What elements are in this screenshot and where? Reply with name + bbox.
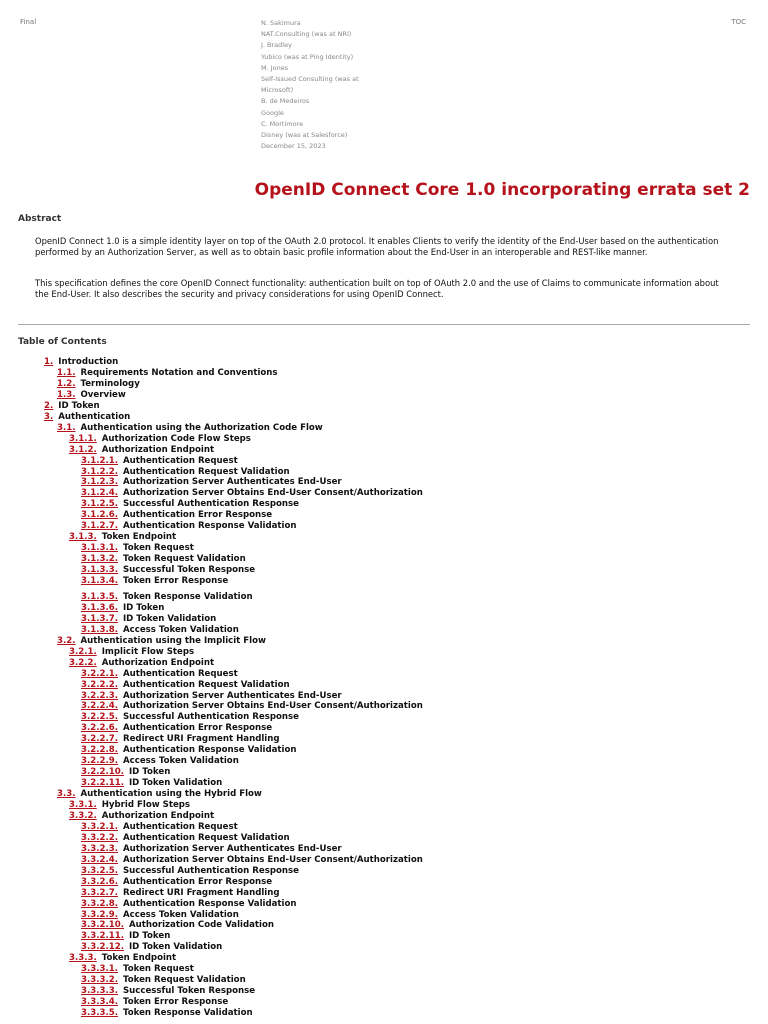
toc-item [69,658,214,669]
toc-link[interactable]: TOC [731,18,746,26]
toc-label: Authentication Request [122,668,238,679]
toc-link[interactable]: 3.2.2.8. [81,745,118,756]
toc-item [81,554,246,565]
toc-label: Token Request [122,964,194,975]
toc-label: Successful Authentication Response [122,712,299,723]
author-line: N. Sakimura [261,19,301,27]
toc-link[interactable]: 3.1.3.4. [81,576,118,586]
toc-item [81,888,280,899]
toc-label: ID Token Validation [128,942,223,953]
toc-label: Token Endpoint [101,953,177,964]
toc-link[interactable]: 3.3.2.10. [81,920,124,931]
toc-item [81,456,238,467]
author-line: B. de Medeiros [261,97,310,106]
toc-item [81,499,299,510]
toc-link[interactable]: 3.1.2.3. [81,477,118,488]
toc-label: Authorization Endpoint [101,810,215,821]
toc-link[interactable]: 3.1.2.5. [81,499,118,510]
toc-link[interactable]: 1.1. [57,367,76,378]
abstract-heading: Abstract [18,214,62,224]
toc-link[interactable]: 3.3.3.3. [81,986,118,997]
toc-label: Authentication using the Implicit Flow [80,635,266,646]
author-line: Microsoft) [261,86,294,95]
toc-link[interactable]: 3.1.2. [69,444,97,455]
toc-link[interactable]: 3.3.2.4. [81,854,118,865]
toc-label: Successful Token Response [122,986,256,997]
toc-item [81,975,246,986]
toc-link[interactable]: 3.1.3. [69,532,97,543]
toc-item [81,510,272,521]
toc-label: ID Token [128,931,171,942]
toc-label: Authorization Endpoint [101,444,215,455]
toc-link[interactable]: 3.3.2.2. [81,832,118,843]
toc-item [81,942,222,953]
toc-label: Introduction [58,357,119,367]
toc-item [57,423,323,434]
toc-link[interactable]: 3.3.2.11. [81,931,124,942]
toc-link[interactable]: 1.3. [57,389,76,400]
toc-label: ID Token Validation [128,778,223,789]
toc-label: Token Response Validation [122,591,253,602]
toc-item [81,669,238,680]
toc-label: Authentication Response Validation [122,898,297,909]
divider [18,324,750,325]
toc-label: Token Request Validation [122,554,246,565]
toc-item [81,592,253,603]
toc-item [69,532,176,543]
toc-item [81,920,274,931]
toc-link[interactable]: 3.3.3.1. [81,964,118,975]
toc-item [69,953,176,964]
toc-link[interactable]: 3.1.3.5. [81,591,118,602]
abstract-paragraph: This specification defines the core OpenID Connect functionality: authentication built on top of OAuth 2.0 and the use of Claims to communicate information about the End-User. It also describes the security and privacy considerations for using OpenID Connect. [35,278,719,299]
toc-item [57,636,266,647]
toc-link[interactable]: 3.3.2.6. [81,876,118,887]
toc-item [81,931,170,942]
toc-link[interactable]: 3.2.2. [69,657,97,668]
toc-item [69,434,251,445]
toc-label: Redirect URI Fragment Handling [122,734,280,745]
toc-label: Authorization Code Validation [128,920,275,931]
toc-label: ID Token Validation [122,613,217,624]
toc-item [81,986,255,997]
toc-label: Authorization Server Obtains End-User Consent/Authorization [122,488,423,499]
toc-item [57,368,278,379]
toc-link[interactable]: 3.3.2.1. [81,821,118,832]
toc-link[interactable]: 3.2.2.4. [81,701,118,712]
toc-link[interactable]: 3.1. [57,422,76,433]
toc-link[interactable]: 3.2.2.2. [81,679,118,690]
toc-link[interactable]: 3.1.2.4. [81,488,118,499]
toc-item [57,379,140,390]
toc-item [57,390,126,401]
toc-label: Authentication Request Validation [122,832,290,843]
toc-link[interactable]: 3.3. [57,789,76,800]
toc-link[interactable]: 3.1.3.6. [81,602,118,613]
toc-link[interactable]: 3.3.2.3. [81,843,118,854]
toc-item [81,691,342,702]
toc-link[interactable]: 3.2.2.6. [81,723,118,734]
toc-label: Authorization Server Authenticates End-User [122,690,342,701]
toc-link[interactable]: 3.3.3.4. [81,997,118,1008]
toc-link[interactable]: 3.1.3.8. [81,624,118,635]
toc-heading: Table of Contents [18,337,107,347]
toc-link[interactable]: 3.2.2.7. [81,734,118,745]
toc-label: Access Token Validation [122,624,239,635]
toc-label: Authorization Server Authenticates End-User [122,843,342,854]
toc-label: Successful Authentication Response [122,865,299,876]
toc-link[interactable]: 2. [44,400,54,411]
toc-label: Token Error Response [122,997,229,1008]
toc-link[interactable]: 3.1.2.1. [81,455,118,466]
toc-link[interactable]: 3. [44,411,54,422]
toc-link[interactable]: 3.2.1. [69,646,97,657]
toc-label: Authentication Response Validation [122,521,297,532]
toc-label: Authentication Request Validation [122,466,290,477]
toc-link[interactable]: 3.2. [57,635,76,646]
toc-label: Requirements Notation and Conventions [80,367,278,378]
toc-link[interactable]: 3.3.2.7. [81,887,118,898]
author-line: J. Bradley [261,41,292,50]
toc-label: Hybrid Flow Steps [101,800,191,810]
toc-link[interactable]: 3.1.2.6. [81,510,118,521]
toc-label: Successful Token Response [122,565,256,576]
toc-item [81,756,239,767]
toc-label: Token Error Response [122,576,229,586]
toc-link[interactable]: 3.3.2.5. [81,865,118,876]
author-line: Disney (was at Salesforce) [261,131,348,140]
toc-label: Authorization Server Obtains End-User Consent/Authorization [122,701,423,712]
toc-label: Terminology [80,378,140,389]
toc-link[interactable]: 3.1.2.7. [81,521,118,532]
toc-link[interactable]: 1.2. [57,378,76,389]
toc-link[interactable]: 3.2.2.5. [81,712,118,723]
toc-item [81,855,423,866]
toc-link[interactable]: 3.2.2.1. [81,668,118,679]
toc-link[interactable]: 3.1.3.1. [81,543,118,554]
toc-item [69,800,190,811]
toc-link[interactable]: 3.2.2.10. [81,767,124,778]
toc-item [81,565,255,576]
toc-label: Redirect URI Fragment Handling [122,887,280,898]
toc-label: ID Token [122,602,165,613]
toc-label: Authentication [58,411,131,422]
toc-link[interactable]: 3.3.3. [69,953,97,964]
toc-link[interactable]: 3.2.2.3. [81,690,118,701]
toc-link[interactable]: 3.3.2. [69,810,97,821]
toc-label: Token Response Validation [122,1008,253,1019]
toc-item [69,811,214,822]
toc-label: Authentication Response Validation [122,745,297,756]
toc-link[interactable]: 3.3.3.5. [81,1008,118,1019]
toc-item [81,614,216,625]
toc-link[interactable]: 3.1.3.7. [81,613,118,624]
toc-item [69,647,194,658]
author-line: M. Jones [261,63,289,72]
toc-link[interactable]: 1. [44,357,54,367]
toc-item [81,1008,253,1019]
toc-link[interactable]: 3.2.2.11. [81,778,124,789]
toc-item [81,899,297,910]
toc-label: Token Endpoint [101,532,177,543]
toc-item [81,488,423,499]
toc-item [81,778,222,789]
toc-link[interactable]: 3.3.1. [69,800,97,810]
toc-item [81,964,194,975]
toc-label: Authentication using the Authorization Code Flow [80,422,323,433]
toc-item [81,603,164,614]
author-line: Google [261,108,284,117]
toc-label: ID Token [128,767,171,778]
toc-item [81,844,342,855]
toc-link[interactable]: 3.3.2.9. [81,909,118,920]
toc-item [81,701,423,712]
abstract-paragraph: OpenID Connect 1.0 is a simple identity layer on top of the OAuth 2.0 protocol. It enables Clients to verify the identity of the End-User based on the authentication performed by an Authorization Server, as well as to obtain basic profile information about the End-User in an interoperable and REST-like manner. [35,236,719,257]
toc-link[interactable]: 3.2.2.9. [81,756,118,767]
toc-item [81,477,342,488]
author-line: C. Mortimore [261,119,304,128]
toc-label: Authentication Request [122,821,238,832]
author-line: Self-Issued Consulting (was at [261,75,359,84]
toc-label: Access Token Validation [122,756,239,767]
toc-item [81,521,297,532]
toc-item [81,833,290,844]
publication-date: December 15, 2023 [261,142,326,151]
toc-item [81,745,297,756]
toc-link[interactable]: 3.1.2.2. [81,466,118,477]
toc-label: Authentication using the Hybrid Flow [80,789,262,800]
toc-item [81,543,194,554]
toc-item [81,625,239,636]
toc-label: Authorization Server Authenticates End-User [122,477,342,488]
status-label: Final [20,18,37,26]
toc-label: Token Request [122,543,194,554]
toc-label: Authentication Error Response [122,723,273,734]
toc-item [81,877,272,888]
toc-label: Token Request Validation [122,975,246,986]
toc-item [57,789,262,800]
toc-label: Authorization Code Flow Steps [101,433,251,444]
toc-link[interactable]: 3.1.1. [69,433,97,444]
toc-item [81,822,238,833]
toc-item [44,357,118,368]
toc-label: Authorization Endpoint [101,657,215,668]
toc-item [81,576,228,587]
page-title: OpenID Connect Core 1.0 incorporating errata set 2 [254,180,750,200]
author-line: Yubico (was at Ping Identity) [261,52,354,61]
toc-label: Authentication Error Response [122,510,273,521]
toc-label: Access Token Validation [122,909,239,920]
toc-label: Authentication Error Response [122,876,273,887]
toc-label: Implicit Flow Steps [101,646,195,657]
toc-label: Overview [80,389,126,400]
toc-link[interactable]: 3.1.3.2. [81,554,118,565]
toc-label: Authentication Request [122,455,238,466]
author-line: NAT.Consulting (was at NRI) [261,30,352,39]
toc-item [44,412,130,423]
toc-item [81,767,170,778]
toc-item [81,997,228,1008]
toc-item [81,680,290,691]
toc-link[interactable]: 3.3.3.2. [81,975,118,986]
toc-item [81,734,280,745]
toc-label: Authentication Request Validation [122,679,290,690]
toc-label: ID Token [58,400,100,411]
toc-item [81,467,290,478]
toc-link[interactable]: 3.3.2.8. [81,898,118,909]
author-list [261,18,371,152]
toc-label: Authorization Server Obtains End-User Consent/Authorization [122,854,423,865]
toc-item [81,712,299,723]
toc-item [69,445,214,456]
toc-link[interactable]: 3.3.2.12. [81,942,124,953]
toc-item [81,723,272,734]
toc-label: Successful Authentication Response [122,499,299,510]
toc-item [81,866,299,877]
toc-item [81,910,239,921]
toc-link[interactable]: 3.1.3.3. [81,565,118,576]
toc-item [44,401,100,412]
